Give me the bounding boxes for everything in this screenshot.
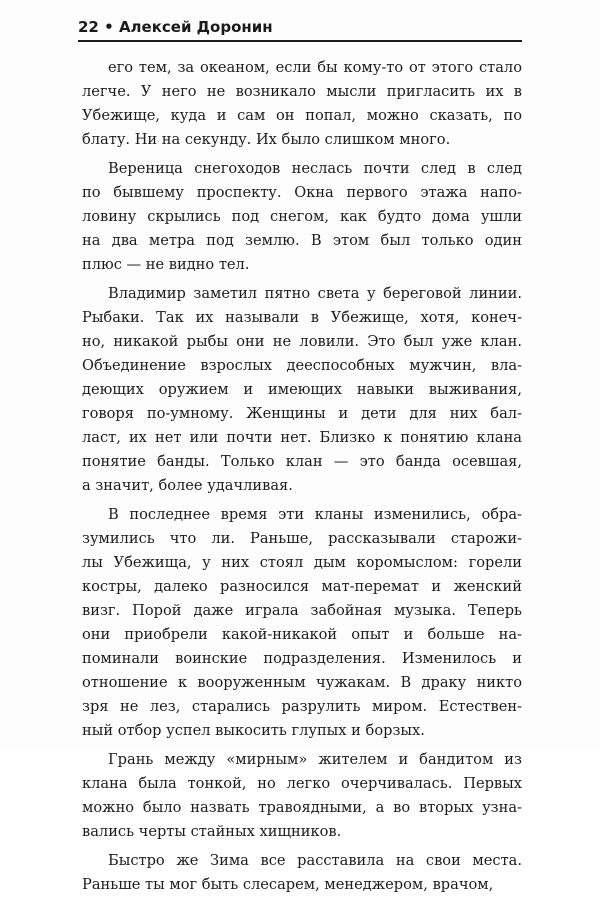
text-line: ный отбор успел выкосить глупых и борзых. (82, 722, 425, 739)
text-line: В последнее время эти кланы изменились, обра- (108, 506, 522, 523)
text-line: Быстро же Зима все расставила на свои места. (108, 852, 522, 869)
body-text (82, 56, 522, 902)
text-line: Грань между «мирным» жителем и бандитом из (108, 751, 522, 768)
text-line: клана была тонкой, но легко очерчивалась. Первых (82, 775, 522, 792)
text-line: говоря по-умному. Женщины и дети для них бал- (82, 405, 522, 422)
text-line: костры, далеко разносился мат-перемат и женский (82, 578, 522, 595)
text-line: вались черты стайных хищников. (82, 823, 342, 840)
text-line: они приобрели какой-никакой опыт и больше на- (82, 626, 522, 643)
paragraph (82, 157, 522, 277)
text-line: поминали воинские подразделения. Изменилось и (82, 650, 522, 667)
text-line: Убежище, куда и сам он попал, можно сказать, по (82, 107, 522, 124)
paragraph (82, 56, 522, 152)
page-number: 22 (78, 18, 99, 36)
text-line: деющих оружием и имеющих навыки выживания, (82, 381, 522, 398)
paragraph (82, 503, 522, 743)
text-line: плюс — не видно тел. (82, 256, 250, 273)
paragraph (82, 282, 522, 498)
text-line: Объединение взрослых дееспособных мужчин, вла- (82, 357, 522, 374)
text-line: ласт, их нет или почти нет. Близко к понятию клана (82, 429, 522, 446)
text-line: Рыбаки. Так их называли в Убежище, хотя, конеч- (82, 309, 522, 326)
text-line: отношение к вооруженным чужакам. В драку никто (82, 674, 522, 691)
author-name: Алексей Доронин (118, 18, 273, 36)
text-line: блату. Ни на секунду. Их было слишком много. (82, 131, 451, 148)
text-line: но, никакой рыбы они не ловили. Это был уже клан. (82, 333, 522, 350)
text-line: Раньше ты мог быть слесарем, менеджером, врачом, (82, 876, 494, 893)
text-line: а значит, более удачливая. (82, 477, 293, 494)
text-line: Владимир заметил пятно света у береговой линии. (108, 285, 522, 302)
text-line: его тем, за океаном, если бы кому-то от этого стало (108, 59, 522, 76)
text-line: Вереница снегоходов неслась почти след в след (108, 160, 522, 177)
text-line: визг. Порой даже играла забойная музыка. Теперь (82, 602, 522, 619)
paragraph (82, 849, 522, 897)
paragraph (82, 748, 522, 844)
text-line: лы Убежища, у них стоял дым коромыслом: горели (82, 554, 522, 571)
text-line: ловину скрылись под снегом, как будто дома ушли (82, 208, 522, 225)
text-line: понятие банды. Только клан — это банда осевшая, (82, 453, 522, 470)
header-separator: • (104, 18, 114, 36)
text-line: на два метра под землю. В этом был только один (82, 232, 522, 249)
text-line: легче. У него не возникало мысли пригласить их в (82, 83, 522, 100)
running-header (78, 14, 522, 42)
text-line: можно было назвать травоядными, а во вторых узна- (82, 799, 522, 816)
text-line: по бывшему проспекту. Окна первого этажа напо- (82, 184, 522, 201)
text-line: зумились что ли. Раньше, рассказывали старожи- (82, 530, 522, 547)
text-line: зря не лез, старались разрулить миром. Естествен- (82, 698, 522, 715)
